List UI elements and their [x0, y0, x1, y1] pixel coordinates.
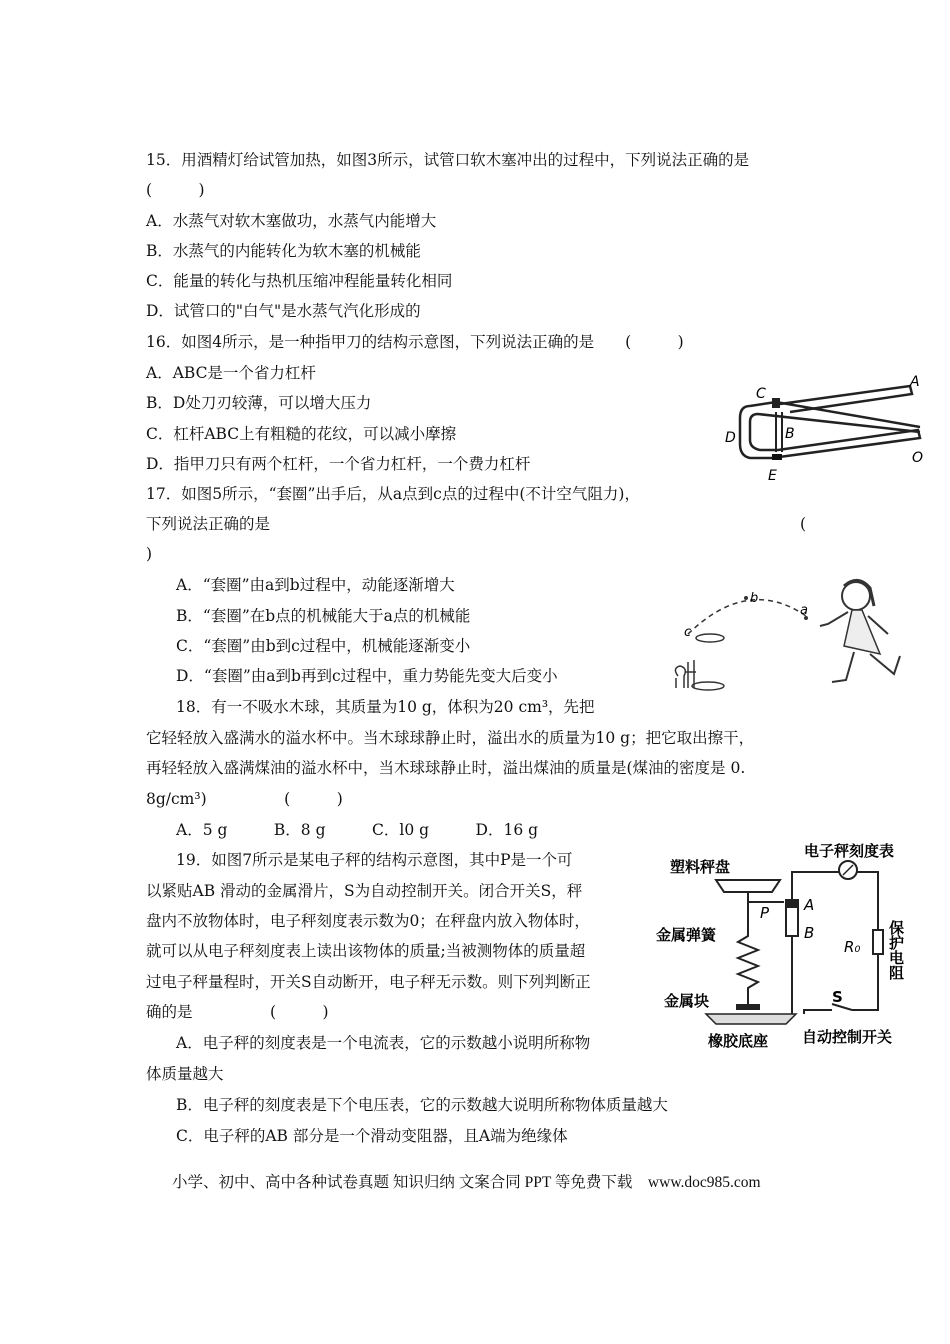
scale-label-tray: 塑料秤盘	[670, 858, 731, 876]
scale-label-a: A	[804, 896, 815, 914]
q16-option-d: D．指甲刀只有两个杠杆，一个省力杠杆，一个费力杠杆	[146, 455, 531, 473]
ring-label-b: b	[750, 591, 759, 606]
q16-option-a: A．ABC是一个省力杠杆	[146, 364, 316, 382]
scale-label-meter: 电子秤刻度表	[804, 842, 895, 860]
q16-option-c: C．杠杆ABC上有粗糙的花纹，可以减小摩擦	[146, 425, 457, 443]
q18-line-2: 它轻轻放入盛满水的溢水杯中。当木球球静止时，溢出水的质量为10 g；把它取出擦干，	[146, 729, 755, 747]
q18-line-3: 再轻轻放入盛满煤油的溢水杯中，当木球球静止时，溢出煤油的质量是(煤油的密度是 0.	[146, 759, 746, 777]
q15-stem: 15．用酒精灯给试管加热，如图3所示，试管口软木塞冲出的过程中，下列说法正确的是	[146, 151, 750, 169]
q18-options: A．5 g B．8 g C．l0 g D．16 g	[176, 821, 539, 839]
q19-option-a-2: 体质量越大	[146, 1065, 224, 1083]
clipper-label-d: D	[725, 430, 736, 446]
q17-paren-open: (	[800, 515, 807, 533]
q19-line-3: 盘内不放物体时，电子秤刻度表示数为0；在秤盘内放入物体时，	[146, 912, 590, 930]
clipper-label-o: O	[912, 450, 924, 466]
q15-option-c: C．能量的转化与热机压缩冲程能量转化相同	[146, 272, 453, 290]
scale-label-protect: 保护电阻	[887, 920, 905, 980]
q15-option-b: B．水蒸气的内能转化为软木塞的机械能	[146, 242, 421, 260]
q19-line-6: 确的是 ( )	[146, 1003, 329, 1021]
electronic-scale-figure	[656, 836, 936, 1054]
q19-line-4: 就可以从电子秤刻度表上读出该物体的质量;当被测物体的质量超	[146, 942, 586, 960]
clipper-label-e: E	[768, 468, 777, 484]
q15-option-d: D．试管口的"白气"是水蒸气汽化形成的	[146, 302, 421, 320]
q18-line-1: 18．有一不吸水木球，其质量为10 g，体积为20 cm³，先把	[176, 698, 595, 716]
q16-option-b: B．D处刀刃较薄，可以增大压力	[146, 394, 372, 412]
scale-label-s: S	[832, 988, 843, 1006]
q16-stem: 16．如图4所示，是一种指甲刀的结构示意图，下列说法正确的是 ( )	[146, 333, 684, 351]
scale-label-p: P	[760, 904, 770, 922]
q19-option-a-1: A．电子秤的刻度表是一个电流表，它的示数越小说明所称物	[176, 1034, 591, 1052]
q18-line-4: 8g/cm³) ( )	[146, 790, 343, 808]
q19-line-1: 19．如图7所示是某电子秤的结构示意图，其中P是一个可	[176, 851, 573, 869]
nail-clipper-figure	[720, 372, 935, 484]
scale-label-r0: R₀	[844, 938, 861, 956]
ring-toss-figure	[648, 576, 910, 698]
clipper-label-c: C	[756, 386, 766, 402]
q19-option-b: B．电子秤的刻度表是下个电压表，它的示数越大说明所称物体质量越大	[176, 1096, 668, 1114]
q19-line-5: 过电子秤量程时，开关S自动断开，电子秤无示数。则下列判断正	[146, 973, 591, 991]
page-footer: 小学、初中、高中各种试卷真题 知识归纳 文案合同 PPT 等免费下载 www.doc985.com	[172, 1174, 761, 1191]
q17-stem-2: 下列说法正确的是	[146, 515, 271, 533]
scale-label-spring: 金属弹簧	[656, 926, 717, 944]
scale-label-base: 橡胶底座	[708, 1032, 769, 1050]
clipper-label-b: B	[785, 426, 795, 442]
clipper-label-a: A	[910, 374, 920, 390]
q17-paren-close: )	[146, 545, 153, 563]
q15-paren: ( )	[146, 181, 205, 199]
scale-label-block: 金属块	[664, 992, 710, 1010]
q17-stem-1: 17．如图5所示，“套圈”出手后，从a点到c点的过程中(不计空气阻力)，	[146, 485, 640, 503]
q15-option-a: A．水蒸气对软木塞做功，水蒸气内能增大	[146, 212, 437, 230]
scale-label-b: B	[804, 924, 815, 942]
q17-option-c: C．“套圈”由b到c过程中，机械能逐渐变小	[176, 637, 471, 655]
scale-label-switch: 自动控制开关	[802, 1028, 893, 1046]
ring-label-c: c	[684, 625, 692, 640]
q17-option-a: A．“套圈”由a到b过程中，动能逐渐增大	[176, 576, 455, 594]
q17-option-b: B．“套圈”在b点的机械能大于a点的机械能	[176, 607, 471, 625]
q19-option-c: C．电子秤的AB 部分是一个滑动变阻器，且A端为绝缘体	[176, 1127, 568, 1145]
q17-option-d: D．“套圈”由a到b再到c过程中，重力势能先变大后变小	[176, 667, 558, 685]
ring-label-a: a	[800, 603, 808, 618]
q19-line-2: 以紧贴AB 滑动的金属滑片，S为自动控制开关。闭合开关S，秤	[146, 882, 583, 900]
